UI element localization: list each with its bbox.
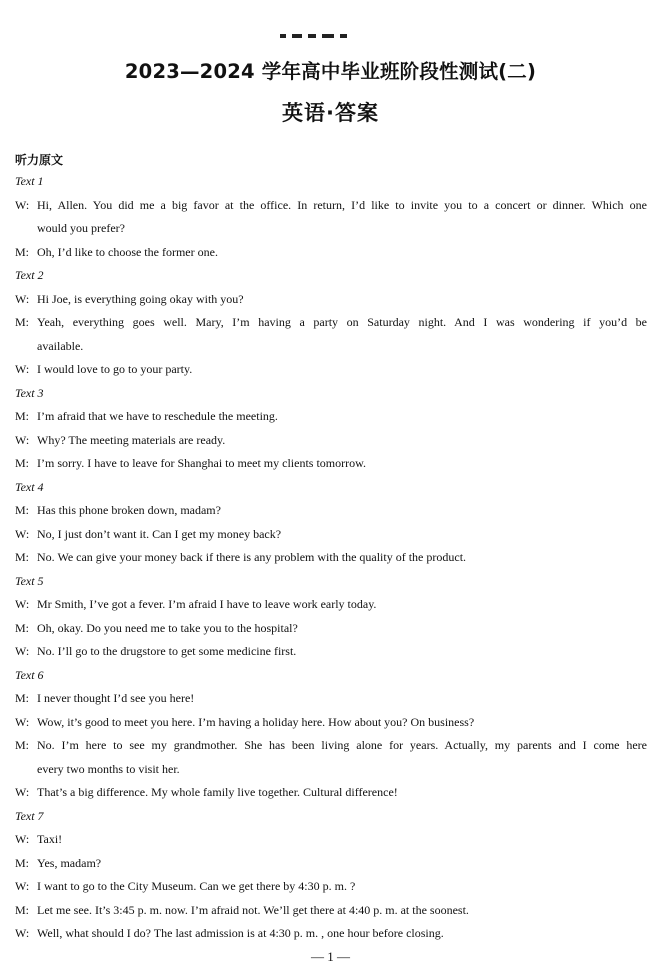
dialogue-line bbox=[0, 852, 661, 876]
speaker-label: M: bbox=[15, 902, 30, 917]
dialogue-line bbox=[0, 687, 661, 711]
dialogue-text: That’s a big difference. My whole family live together. Cultural difference! bbox=[37, 785, 398, 799]
dialogue-text: No. We can give your money back if there is any problem with the quality of the product. bbox=[37, 550, 467, 564]
speaker-label: W: bbox=[15, 197, 30, 212]
speaker-label: M: bbox=[15, 456, 30, 470]
dialogue-text: No, I just don’t want it. Can I get my money back? bbox=[37, 526, 282, 541]
transcript bbox=[0, 170, 661, 946]
dialogue-text: Taxi! bbox=[37, 832, 63, 846]
dialogue-text: I’m sorry. I have to leave for Shanghai to meet my clients tomorrow. bbox=[37, 456, 367, 470]
dialogue-text: Wow, it’s good to meet you here. I’m having a holiday here. How about you? On business? bbox=[37, 714, 475, 729]
text-heading: Text 3 bbox=[15, 385, 44, 400]
page-number: — 1 — bbox=[311, 949, 350, 964]
dialogue-text: Yes, madam? bbox=[37, 855, 102, 870]
dialogue-continuation: every two months to visit her. bbox=[37, 761, 180, 776]
speaker-label: W: bbox=[15, 432, 30, 447]
text-heading: Text 7 bbox=[15, 808, 44, 823]
dialogue-text: Why? The meeting materials are ready. bbox=[37, 432, 226, 447]
dialogue-continuation: available. bbox=[37, 338, 84, 353]
speaker-label: W: bbox=[15, 926, 30, 940]
dialogue-line bbox=[0, 429, 661, 453]
dialogue-line bbox=[0, 358, 661, 382]
text-heading: Text 2 bbox=[15, 268, 44, 282]
dialogue-line bbox=[0, 711, 661, 735]
dialogue-text: I never thought I’d see you here! bbox=[37, 691, 195, 705]
dialogue-text: I would love to go to your party. bbox=[37, 362, 193, 376]
dialogue-line bbox=[0, 546, 661, 570]
dialogue-text: Let me see. It’s 3:45 p. m. now. I’m afraid not. We’ll get there at 4:40 p. m. at the soonest. bbox=[37, 902, 469, 917]
dialogue-line bbox=[0, 828, 661, 852]
speaker-label: W: bbox=[15, 714, 30, 729]
dialogue-text: Well, what should I do? The last admission is at 4:30 p. m. , one hour before closing. bbox=[37, 926, 444, 940]
speaker-label: M: bbox=[15, 503, 30, 517]
dialogue-line bbox=[0, 452, 661, 476]
dialogue-line bbox=[0, 922, 661, 946]
dialogue-line bbox=[0, 617, 661, 641]
speaker-label: W: bbox=[15, 526, 30, 541]
dialogue-line bbox=[0, 405, 661, 429]
dialogue-line bbox=[0, 288, 661, 312]
dialogue-text: No. I’m here to see my grandmother. She has been living alone for years. Actually, my parents and I come here bbox=[37, 738, 647, 752]
speaker-label: M: bbox=[15, 315, 30, 329]
page-subtitle: 英语·答案 bbox=[282, 101, 379, 125]
dialogue-line bbox=[0, 523, 661, 547]
dialogue-text: Mr Smith, I’ve got a fever. I’m afraid I have to leave work early today. bbox=[37, 597, 377, 611]
speaker-label: W: bbox=[15, 832, 30, 846]
dialogue-text: Yeah, everything goes well. Mary, I’m having a party on Saturday night. And I was wondering if you’d be bbox=[37, 315, 647, 329]
dialogue-text: No. I’ll go to the drugstore to get some medicine first. bbox=[37, 644, 297, 658]
top-edge-fragment bbox=[280, 34, 380, 42]
speaker-label: W: bbox=[15, 644, 30, 658]
speaker-label: M: bbox=[15, 244, 30, 259]
dialogue-text: Oh, okay. Do you need me to take you to the hospital? bbox=[37, 620, 298, 635]
dialogue-line bbox=[0, 734, 647, 758]
speaker-label: M: bbox=[15, 855, 30, 870]
page-title: 2023—2024 学年高中毕业班阶段性测试(二) bbox=[124, 60, 537, 83]
text-heading: Text 5 bbox=[15, 573, 44, 588]
dialogue-line bbox=[0, 593, 661, 617]
speaker-label: W: bbox=[15, 785, 30, 799]
speaker-label: W: bbox=[15, 291, 30, 306]
dialogue-text: I’m afraid that we have to reschedule the meeting. bbox=[37, 409, 278, 423]
text-heading: Text 1 bbox=[15, 174, 44, 188]
dialogue-line bbox=[0, 241, 661, 265]
dialogue-continuation: would you prefer? bbox=[37, 221, 125, 235]
text-heading: Text 6 bbox=[15, 667, 44, 682]
speaker-label: M: bbox=[15, 409, 30, 423]
speaker-label: M: bbox=[15, 550, 30, 564]
dialogue-text: Hi, Allen. You did me a big favor at the office. In return, I’d like to invite you to a concert or dinner. Which one bbox=[37, 197, 647, 212]
dialogue-text: I want to go to the City Museum. Can we get there by 4:30 p. m. ? bbox=[37, 879, 356, 893]
dialogue-text: Hi Joe, is everything going okay with you? bbox=[37, 291, 244, 306]
speaker-label: W: bbox=[15, 879, 30, 893]
section-label: 听力原文 bbox=[15, 153, 64, 167]
dialogue-line bbox=[0, 875, 661, 899]
dialogue-text: Oh, I’d like to choose the former one. bbox=[37, 244, 218, 259]
dialogue-line bbox=[0, 499, 661, 523]
speaker-label: M: bbox=[15, 738, 30, 752]
dialogue-line bbox=[0, 194, 647, 218]
dialogue-line bbox=[0, 640, 661, 664]
dialogue-line bbox=[0, 311, 647, 335]
speaker-label: M: bbox=[15, 691, 30, 705]
text-heading: Text 4 bbox=[15, 479, 44, 494]
speaker-label: W: bbox=[15, 362, 30, 376]
speaker-label: M: bbox=[15, 620, 30, 635]
dialogue-line bbox=[0, 781, 661, 805]
dialogue-line bbox=[0, 899, 661, 923]
speaker-label: W: bbox=[15, 597, 30, 611]
dialogue-text: Has this phone broken down, madam? bbox=[37, 503, 221, 517]
